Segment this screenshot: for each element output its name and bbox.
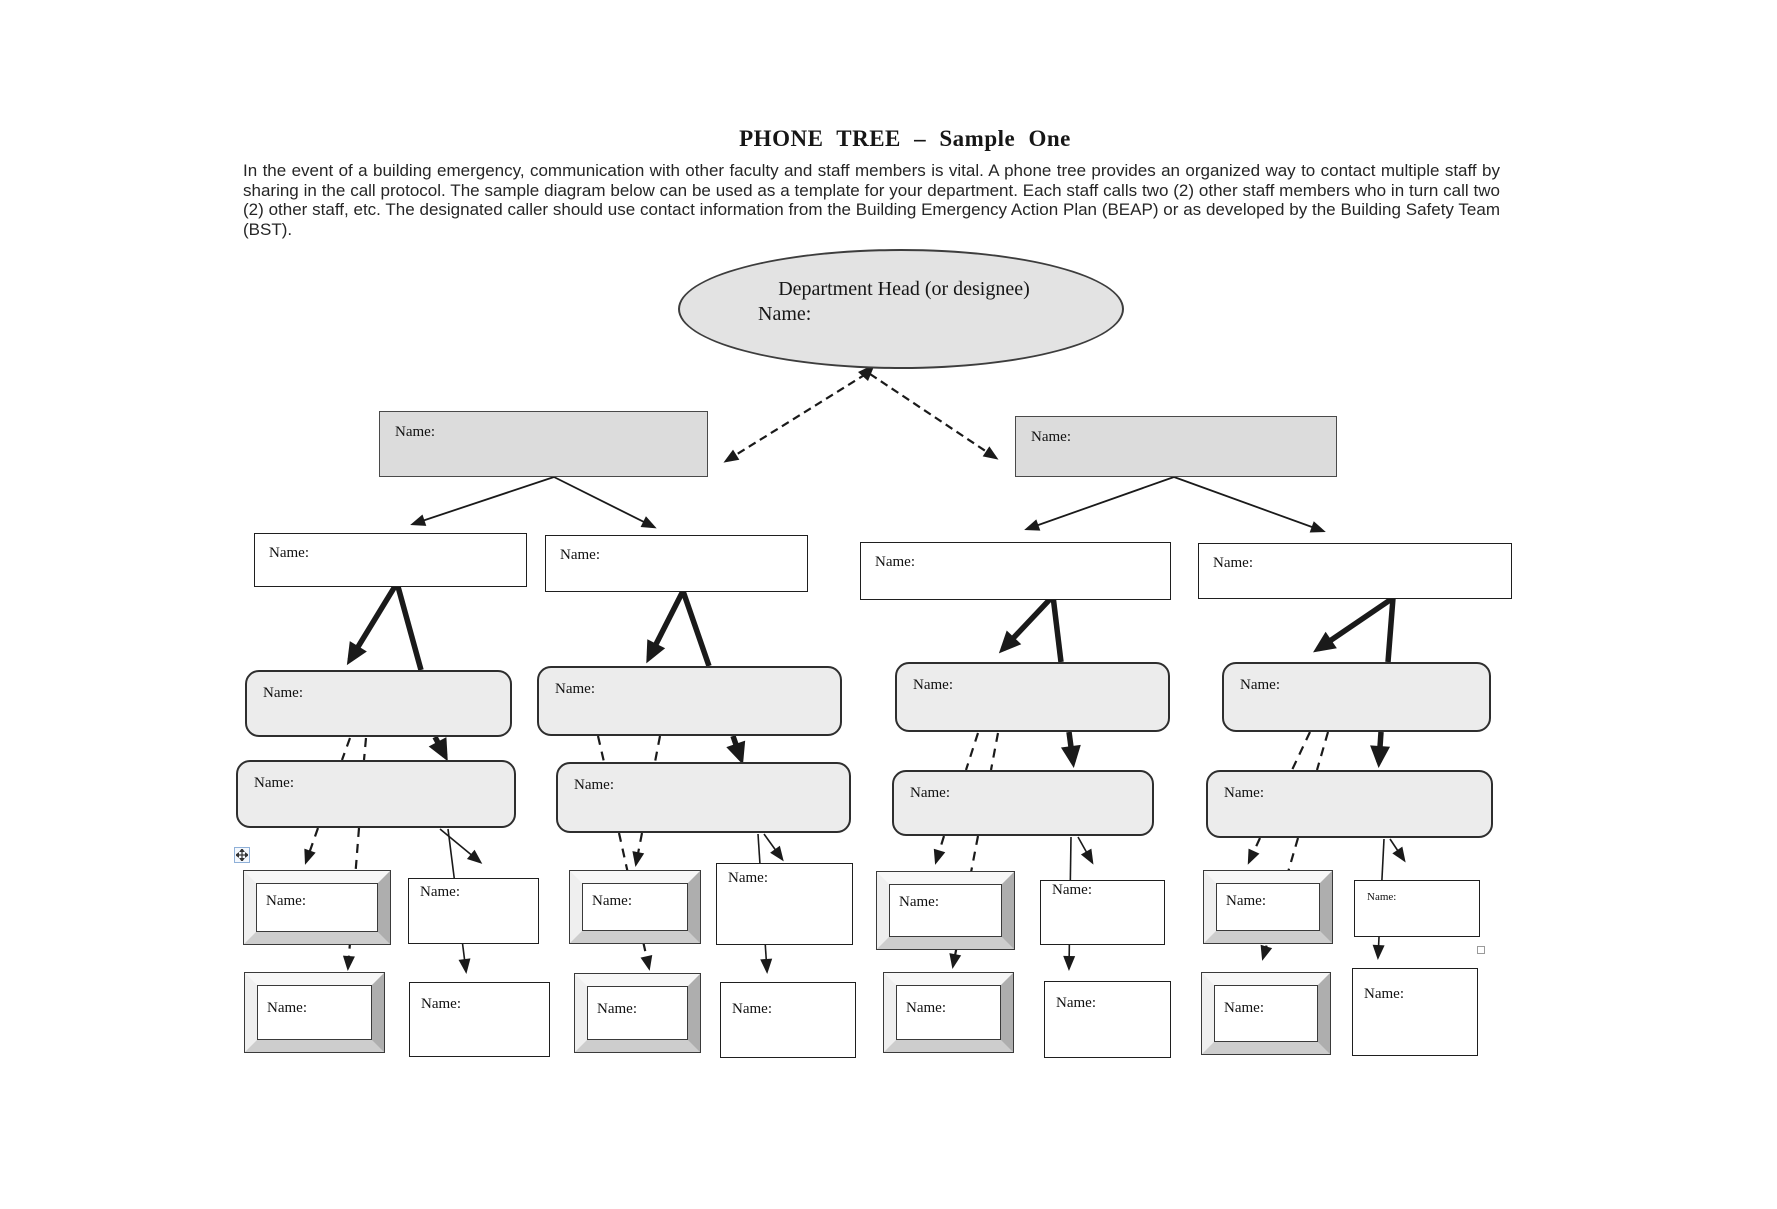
arrow-thick-c1-down2: [435, 737, 445, 756]
name-label: Name:: [899, 894, 939, 910]
arrow-thick-c2-down2: [733, 736, 741, 759]
level4-node-1[interactable]: [245, 670, 512, 737]
level5-node-2[interactable]: [556, 762, 851, 833]
line-c4-short: [1390, 839, 1404, 860]
dash-c2-b1: [598, 736, 604, 762]
leaf-3d-node-1b[interactable]: [245, 973, 384, 1052]
arrow-thick-c4-left: [1318, 598, 1393, 649]
leaf-plain-node-2b[interactable]: [720, 982, 856, 1058]
name-label: Name:: [421, 996, 461, 1012]
level3-node-1[interactable]: [254, 533, 527, 587]
name-label: Name:: [913, 677, 953, 693]
arrow-thick-c3-down1: [1053, 596, 1061, 662]
dash-c2-a1: [655, 736, 660, 762]
page-title: PHONE TREE – Sample One: [739, 126, 1071, 151]
level5-node-1[interactable]: [236, 760, 516, 828]
arrow-thick-c4-down2: [1379, 732, 1381, 762]
root-node-department-head[interactable]: [678, 249, 1124, 369]
line-c1-short: [440, 829, 480, 862]
name-label: Name:: [266, 893, 306, 909]
leaf-3d-node-4a[interactable]: [1204, 871, 1332, 943]
name-label: Name:: [728, 870, 768, 886]
name-label: Name:: [560, 547, 600, 563]
level2-node-right[interactable]: [1015, 416, 1337, 477]
level3-node-3[interactable]: [860, 542, 1171, 600]
name-label: Name:: [269, 545, 309, 561]
level5-node-4[interactable]: [1206, 770, 1493, 838]
arrow-l2b-l3d: [1174, 477, 1323, 531]
name-label: Name:: [1224, 785, 1264, 801]
object-anchor-square-icon[interactable]: [1477, 946, 1485, 954]
name-label: Name:: [906, 1000, 946, 1016]
name-label: Name:: [597, 1001, 637, 1017]
dash-c3-a2: [936, 836, 944, 862]
leaf-plain-node-4b[interactable]: [1352, 968, 1478, 1056]
name-label: Name:: [420, 884, 460, 900]
name-label: Name:: [732, 1001, 772, 1017]
name-label: Name:: [555, 681, 595, 697]
line-c3-short: [1078, 837, 1092, 862]
leaf-3d-node-4b[interactable]: [1202, 973, 1330, 1054]
level5-node-3[interactable]: [892, 770, 1154, 836]
name-label: Name:: [1240, 677, 1280, 693]
arrow-l2b-l3c: [1027, 477, 1174, 529]
four-way-arrow-icon: [236, 849, 248, 861]
level3-node-2[interactable]: [545, 535, 808, 592]
dash-c2-a2: [636, 833, 642, 864]
dash-c3-a1: [966, 733, 978, 770]
arrow-l2a-l3b: [554, 477, 654, 527]
dash-c4-a2: [1249, 838, 1260, 862]
leaf-3d-node-2a[interactable]: [570, 871, 700, 943]
name-label: Name:: [1031, 429, 1071, 445]
name-label: Name:: [1226, 893, 1266, 909]
name-label: Name:: [254, 775, 294, 791]
name-label: Name:: [1052, 882, 1092, 898]
name-label: Name:: [592, 893, 632, 909]
arrow-thick-c2-left: [649, 591, 683, 658]
leaf-3d-node-1a[interactable]: [244, 871, 390, 944]
name-label: Name:: [1213, 555, 1253, 571]
leaf-plain-node-1b[interactable]: [409, 982, 550, 1057]
intro-paragraph: In the event of a building emergency, communication with other faculty and staff members is vital. A phone tree provides an organized way to contact multiple staff by sharing in the call protocol. The sample diagram below can be used as a template for your department. Each staff calls two (2) other staff members who in turn call two (2) other staff, etc. The designated caller should use contact information from the Building Emergency Action Plan (BEAP) or as developed by the Building Safety Team (BST).: [243, 161, 1500, 240]
arrow-root-to-right: [870, 374, 996, 458]
arrow-thick-c1-left: [350, 583, 397, 660]
name-label: Name:: [1364, 986, 1404, 1002]
name-label: Name:: [1056, 995, 1096, 1011]
dash-c4-b1: [1317, 732, 1328, 770]
level2-node-left[interactable]: [379, 411, 708, 477]
root-node-name-label: Name:: [758, 303, 812, 325]
name-label: Name:: [395, 424, 435, 440]
level4-node-3[interactable]: [895, 662, 1170, 732]
arrow-thick-c3-down2: [1069, 732, 1073, 762]
leaf-3d-node-3a[interactable]: [877, 872, 1014, 949]
arrow-thick-c4-down1: [1388, 598, 1393, 662]
dash-c1-a2: [306, 828, 318, 862]
level4-node-2[interactable]: [537, 666, 842, 736]
dash-c1-b1: [364, 738, 366, 760]
leaf-plain-node-2a[interactable]: [716, 863, 853, 945]
name-label: Name:: [574, 777, 614, 793]
arrow-l2a-l3a: [413, 477, 554, 524]
line-c2-short: [764, 834, 782, 859]
root-node-title: Department Head (or designee): [778, 278, 1030, 300]
dash-c4-a1: [1292, 732, 1310, 770]
arrow-root-to-left: [726, 374, 866, 461]
leaf-plain-node-1a[interactable]: [408, 878, 539, 944]
name-label: Name:: [1367, 891, 1397, 903]
arrow-thick-c2-down1: [683, 591, 709, 666]
leaf-3d-node-2b[interactable]: [575, 974, 700, 1052]
name-label: Name:: [1224, 1000, 1264, 1016]
leaf-plain-node-4a[interactable]: [1354, 880, 1480, 937]
dash-c3-b1: [991, 733, 998, 770]
dash-c1-a1: [342, 738, 350, 760]
leaf-3d-node-3b[interactable]: [884, 973, 1013, 1052]
name-label: Name:: [875, 554, 915, 570]
move-handle-icon[interactable]: [234, 847, 250, 863]
level4-node-4[interactable]: [1222, 662, 1491, 732]
name-label: Name:: [910, 785, 950, 801]
arrow-thick-c1-down1: [397, 583, 421, 670]
level3-node-4[interactable]: [1198, 543, 1512, 599]
name-label: Name:: [267, 1000, 307, 1016]
name-label: Name:: [263, 685, 303, 701]
arrow-thick-c3-left: [1003, 596, 1053, 649]
leaf-plain-node-3a[interactable]: [1040, 880, 1165, 945]
leaf-plain-node-3b[interactable]: [1044, 981, 1171, 1058]
